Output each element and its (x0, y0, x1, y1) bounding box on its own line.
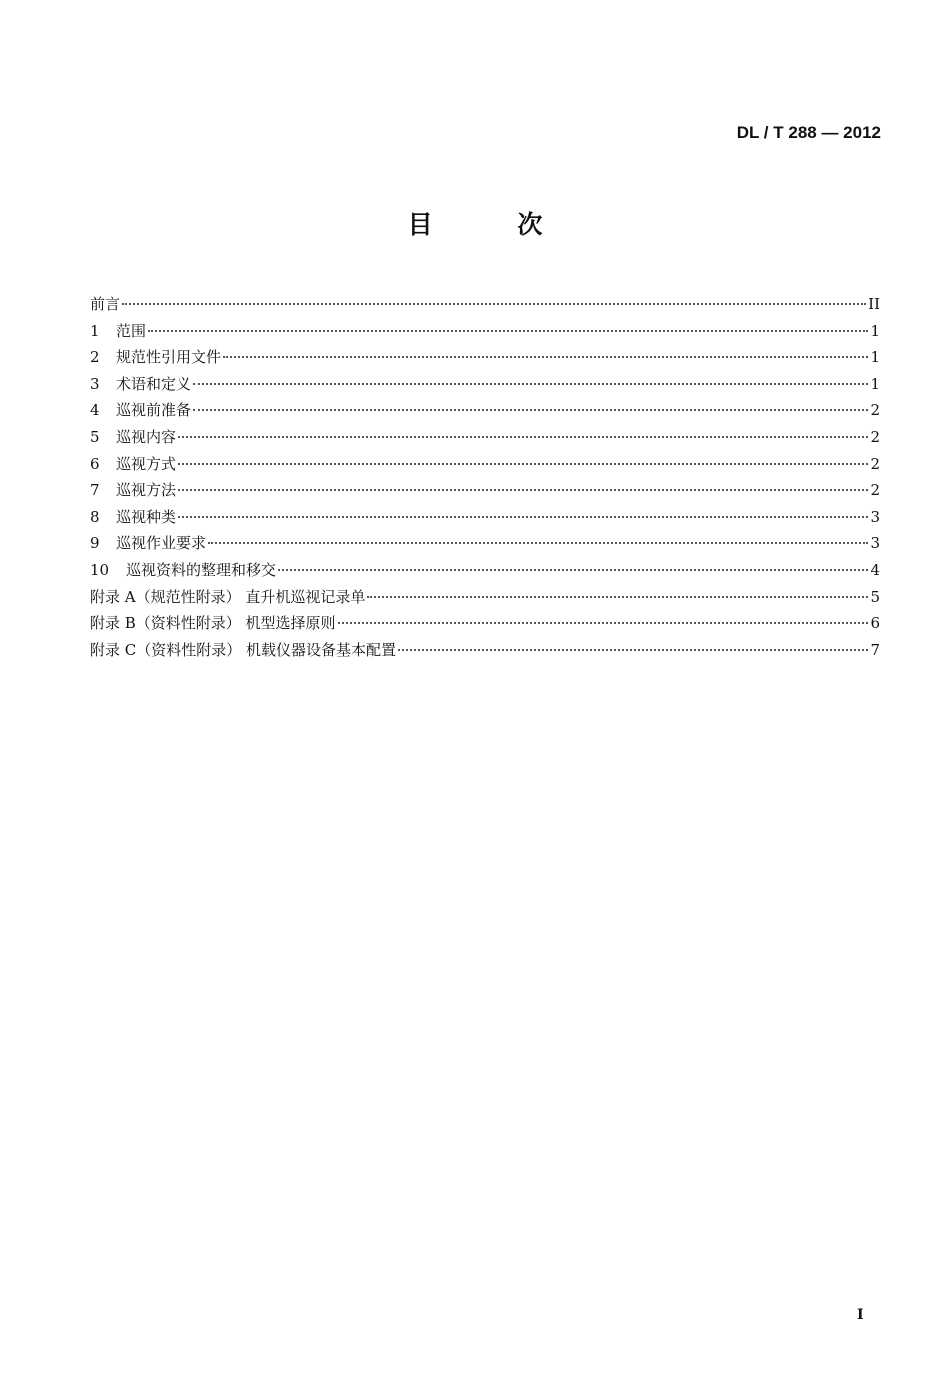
dot-leader (223, 356, 868, 358)
toc-entry-terms-definitions[interactable] (90, 371, 880, 398)
toc-entry-number: 2 (90, 348, 100, 367)
dot-leader (178, 436, 868, 438)
toc-entry-text: 规范性引用文件 (116, 348, 222, 367)
dot-leader (178, 489, 868, 491)
toc-entry-text: 附录 C（资料性附录） 机载仪器设备基本配置 (90, 640, 397, 659)
toc-entry-number: 10 (90, 560, 110, 579)
toc-entry-mode[interactable] (90, 451, 880, 478)
toc-entry-text: 巡视资料的整理和移交 (126, 560, 277, 579)
toc-entry-page: 1 (870, 374, 880, 393)
toc-entry-page: 7 (870, 640, 880, 659)
toc-entry-text: 巡视内容 (116, 427, 177, 446)
toc-entry-number: 9 (90, 534, 100, 553)
toc-entry-page: 3 (870, 507, 880, 526)
toc-entry-text: 巡视前准备 (116, 401, 192, 420)
toc-entry-text: 巡视种类 (116, 507, 177, 526)
dot-leader (148, 330, 868, 332)
toc-entry-page: 2 (870, 427, 880, 446)
toc-entry-page: 1 (870, 348, 880, 367)
toc-entry-text: 巡视方式 (116, 454, 177, 473)
toc-entry-content[interactable] (90, 424, 880, 451)
dot-leader (338, 622, 868, 624)
toc-entry-text: 巡视方法 (116, 481, 177, 500)
dot-leader (193, 409, 868, 411)
toc-entry-method[interactable] (90, 477, 880, 504)
dot-leader (398, 649, 868, 651)
toc-entry-foreword[interactable] (90, 291, 880, 318)
toc-entry-normative-references[interactable] (90, 344, 880, 371)
toc-entry-page: 2 (870, 401, 880, 420)
toc-entry-text: 术语和定义 (116, 374, 192, 393)
page-number: I (857, 1307, 864, 1323)
dot-leader (178, 516, 868, 518)
toc-entry-number: 1 (90, 321, 100, 340)
toc-entry-preparation[interactable] (90, 397, 880, 424)
dot-leader (278, 569, 868, 571)
toc-entry-number: 8 (90, 507, 100, 526)
toc-entry-page: 1 (870, 321, 880, 340)
toc-entry-number: 6 (90, 454, 100, 473)
toc-entry-data-handover[interactable] (90, 557, 880, 584)
toc-entry-number: 4 (90, 401, 100, 420)
toc-entry-text: 范围 (116, 321, 147, 340)
toc-entry-number: 7 (90, 481, 100, 500)
toc-entry-appendix-a[interactable] (90, 584, 880, 611)
toc-entry-scope[interactable] (90, 318, 880, 345)
toc-title: 目 次 (407, 210, 581, 239)
toc-entry-requirements[interactable] (90, 530, 880, 557)
dot-leader (122, 303, 866, 305)
toc-entry-text: 前言 (90, 295, 121, 313)
toc-entry-text: 附录 A（规范性附录） 直升机巡视记录单 (90, 587, 366, 606)
toc-entry-number: 3 (90, 374, 100, 393)
table-of-contents (90, 291, 880, 663)
toc-entry-page: 5 (870, 587, 880, 606)
toc-entry-appendix-c[interactable] (90, 637, 880, 664)
dot-leader (193, 383, 868, 385)
toc-entry-page: 6 (870, 614, 880, 633)
document-code: DL / T 288 — 2012 (736, 123, 881, 142)
dot-leader (367, 596, 868, 598)
toc-entry-page: II (868, 295, 880, 313)
toc-entry-appendix-b[interactable] (90, 610, 880, 637)
toc-entry-page: 2 (870, 454, 880, 473)
toc-entry-page: 4 (870, 560, 880, 579)
toc-entry-page: 2 (870, 481, 880, 500)
toc-entry-page: 3 (870, 534, 880, 553)
toc-entry-text: 附录 B（资料性附录） 机型选择原则 (90, 614, 336, 633)
toc-entry-types[interactable] (90, 504, 880, 531)
toc-entry-number: 5 (90, 427, 100, 446)
toc-entry-text: 巡视作业要求 (116, 534, 207, 553)
dot-leader (208, 542, 868, 544)
dot-leader (178, 463, 868, 465)
